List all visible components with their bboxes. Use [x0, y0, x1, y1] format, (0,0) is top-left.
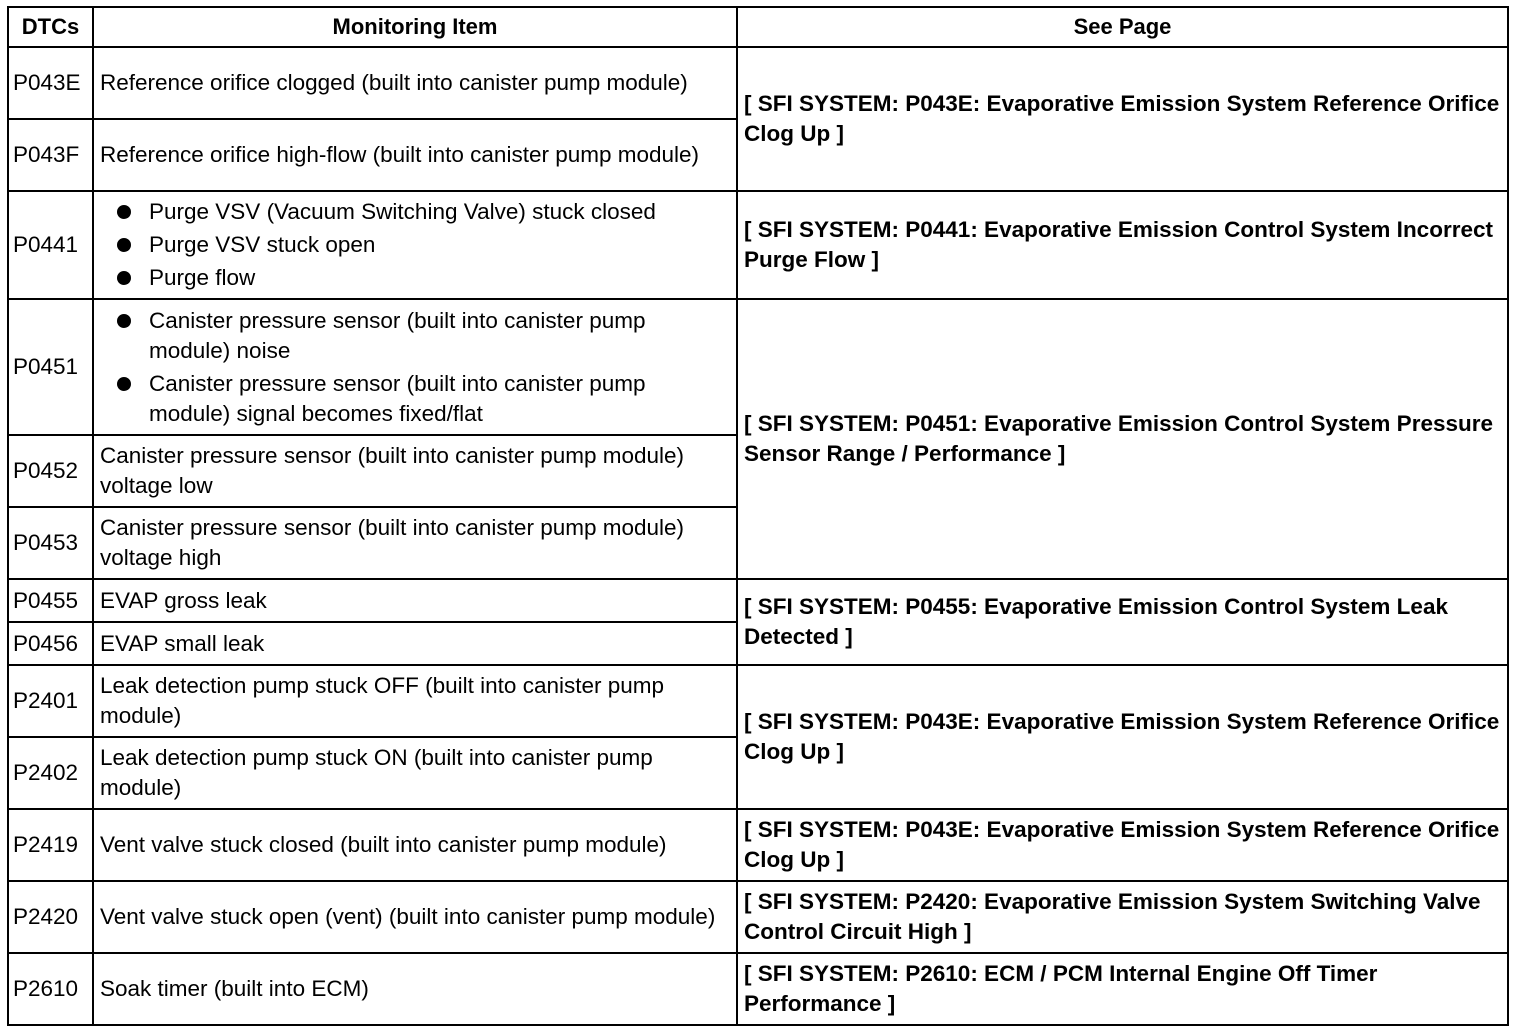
see-page-link[interactable]: [ SFI SYSTEM: P2420: Evaporative Emission System Switching Valve Control Circuit High ] — [737, 881, 1508, 953]
list-item: Canister pressure sensor (built into canister pump module) noise — [100, 306, 730, 366]
table-row — [8, 47, 1508, 119]
table-row — [8, 579, 1508, 622]
table-row — [8, 953, 1508, 1025]
table-row — [8, 299, 1508, 435]
see-page-link[interactable]: [ SFI SYSTEM: P0441: Evaporative Emission Control System Incorrect Purge Flow ] — [737, 191, 1508, 299]
dtc-code: P2402 — [8, 737, 93, 809]
list-item: Purge VSV stuck open — [100, 230, 730, 260]
list-item: Purge flow — [100, 263, 730, 293]
dtc-code: P2610 — [8, 953, 93, 1025]
monitoring-item: Reference orifice clogged (built into canister pump module) — [93, 47, 737, 119]
monitoring-item: Soak timer (built into ECM) — [93, 953, 737, 1025]
see-page-link[interactable]: [ SFI SYSTEM: P0455: Evaporative Emission Control System Leak Detected ] — [737, 579, 1508, 665]
table-row — [8, 881, 1508, 953]
dtc-code: P0452 — [8, 435, 93, 507]
dtc-code: P0441 — [8, 191, 93, 299]
see-page-link[interactable]: [ SFI SYSTEM: P0451: Evaporative Emission Control System Pressure Sensor Range / Performance ] — [737, 299, 1508, 579]
see-page-link[interactable]: [ SFI SYSTEM: P043E: Evaporative Emission System Reference Orifice Clog Up ] — [737, 809, 1508, 881]
see-page-link[interactable]: [ SFI SYSTEM: P043E: Evaporative Emission System Reference Orifice Clog Up ] — [737, 47, 1508, 191]
dtc-code: P2419 — [8, 809, 93, 881]
monitoring-item — [93, 191, 737, 299]
monitoring-item: Canister pressure sensor (built into canister pump module) voltage high — [93, 507, 737, 579]
dtc-code: P0453 — [8, 507, 93, 579]
monitoring-item: Vent valve stuck closed (built into canister pump module) — [93, 809, 737, 881]
bullet-list — [100, 306, 730, 429]
dtc-code: P043F — [8, 119, 93, 191]
monitoring-item: Canister pressure sensor (built into canister pump module) voltage low — [93, 435, 737, 507]
monitoring-item: Vent valve stuck open (vent) (built into canister pump module) — [93, 881, 737, 953]
monitoring-item: Leak detection pump stuck OFF (built into canister pump module) — [93, 665, 737, 737]
see-page-link[interactable]: [ SFI SYSTEM: P2610: ECM / PCM Internal Engine Off Timer Performance ] — [737, 953, 1508, 1025]
header-see-page: See Page — [737, 7, 1508, 47]
dtc-code: P0456 — [8, 622, 93, 665]
dtc-code: P0455 — [8, 579, 93, 622]
dtc-code: P0451 — [8, 299, 93, 435]
table-row — [8, 191, 1508, 299]
dtc-code: P2420 — [8, 881, 93, 953]
monitoring-item — [93, 299, 737, 435]
bullet-list — [100, 197, 730, 293]
monitoring-item: Reference orifice high-flow (built into canister pump module) — [93, 119, 737, 191]
list-item: Canister pressure sensor (built into canister pump module) signal becomes fixed/flat — [100, 369, 730, 429]
see-page-link[interactable]: [ SFI SYSTEM: P043E: Evaporative Emission System Reference Orifice Clog Up ] — [737, 665, 1508, 809]
monitoring-item: Leak detection pump stuck ON (built into canister pump module) — [93, 737, 737, 809]
dtc-code: P2401 — [8, 665, 93, 737]
header-row — [8, 7, 1508, 47]
table-row — [8, 665, 1508, 737]
header-monitoring-item: Monitoring Item — [93, 7, 737, 47]
monitoring-item: EVAP small leak — [93, 622, 737, 665]
list-item: Purge VSV (Vacuum Switching Valve) stuck closed — [100, 197, 730, 227]
dtc-code: P043E — [8, 47, 93, 119]
header-dtcs: DTCs — [8, 7, 93, 47]
table-row — [8, 809, 1508, 881]
dtc-table — [7, 6, 1509, 1026]
monitoring-item: EVAP gross leak — [93, 579, 737, 622]
